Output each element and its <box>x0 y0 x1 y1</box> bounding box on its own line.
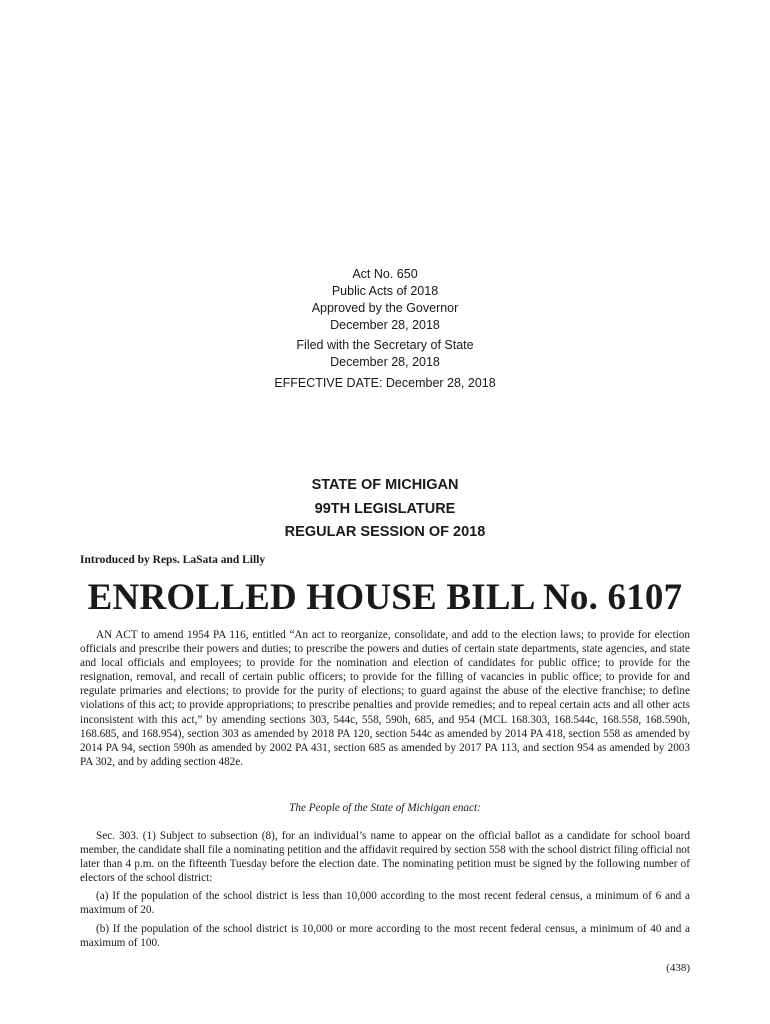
approved-line: Approved by the Governor <box>311 301 459 315</box>
introduced-by: Introduced by Reps. LaSata and Lilly <box>80 554 266 566</box>
effective-date: EFFECTIVE DATE: December 28, 2018 <box>274 376 496 390</box>
page-title: ENROLLED HOUSE BILL No. 6107 <box>87 577 683 618</box>
legislature-name: 99TH LEGISLATURE <box>314 500 456 517</box>
page-number: (438) <box>666 962 690 974</box>
section-303 <box>80 829 690 950</box>
filed-date: December 28, 2018 <box>330 355 440 369</box>
filed-line: Filed with the Secretary of State <box>296 338 474 352</box>
act-header <box>0 266 770 392</box>
act-paragraph <box>80 628 690 769</box>
enacting-clause: The People of the State of Michigan enact: <box>289 802 481 814</box>
public-acts-year: Public Acts of 2018 <box>331 284 439 298</box>
act-text: AN ACT to amend 1954 PA 116, entitled “An act to reorganize, consolidate, and add to the election laws; to provide for election officials and prescribe their powers and duties; to prescribe the powers and duties of certain state departments, state agencies, and state and local officials and employees; to provide for the nomination and election of candidates for public office; to provide for the resignation, removal, and recall of certain public officers; to provide for the filling of vacancies in public office; to provide for and regulate primaries and elections; to provide for the purity of elections; to guard against the abuse of the elective franchise; to define violations of this act; to provide appropriations; to prescribe penalties and provide remedies; and to repeal certain acts and all other acts inconsistent with this act,” by amending sections 303, 544c, 558, 590h, 685, and 954 (MCL 168.303, 168.544c, 168.558, 168.590h, 168.685, and 168.954), section 303 as amended by 2018 PA 120, section 544c as amended by 2014 PA 418, section 558 as amended by 2014 PA 94, section 590h as amended by 2002 PA 431, section 685 as amended by 2017 PA 113, and section 954 as amended by 2003 PA 302, and by adding section 482e. <box>80 629 690 768</box>
section-paragraph-b: (b) If the population of the school district is 10,000 or more according to the most recent federal census, a minimum of 40 and a maximum of 100. <box>80 922 690 949</box>
approved-date: December 28, 2018 <box>330 318 440 332</box>
state-name: STATE OF MICHIGAN <box>311 477 459 493</box>
section-paragraph-a: (a) If the population of the school district is less than 10,000 according to the most recent federal census, a minimum of 6 and a maximum of 20. <box>80 890 690 917</box>
act-number: Act No. 650 <box>352 267 418 281</box>
session-name: REGULAR SESSION OF 2018 <box>284 524 486 540</box>
session-heading <box>0 474 770 545</box>
section-paragraph: Sec. 303. (1) Subject to subsection (8), for an individual’s name to appear on the official ballot as a candidate for school board member, the candidate shall file a nominating petition and the affidavit required by section 558 with the school district filing official not later than 4 p.m. on the fifteenth Tuesday before the election date. The nominating petition must be signed by the following number of electors of the school district: <box>80 830 690 885</box>
